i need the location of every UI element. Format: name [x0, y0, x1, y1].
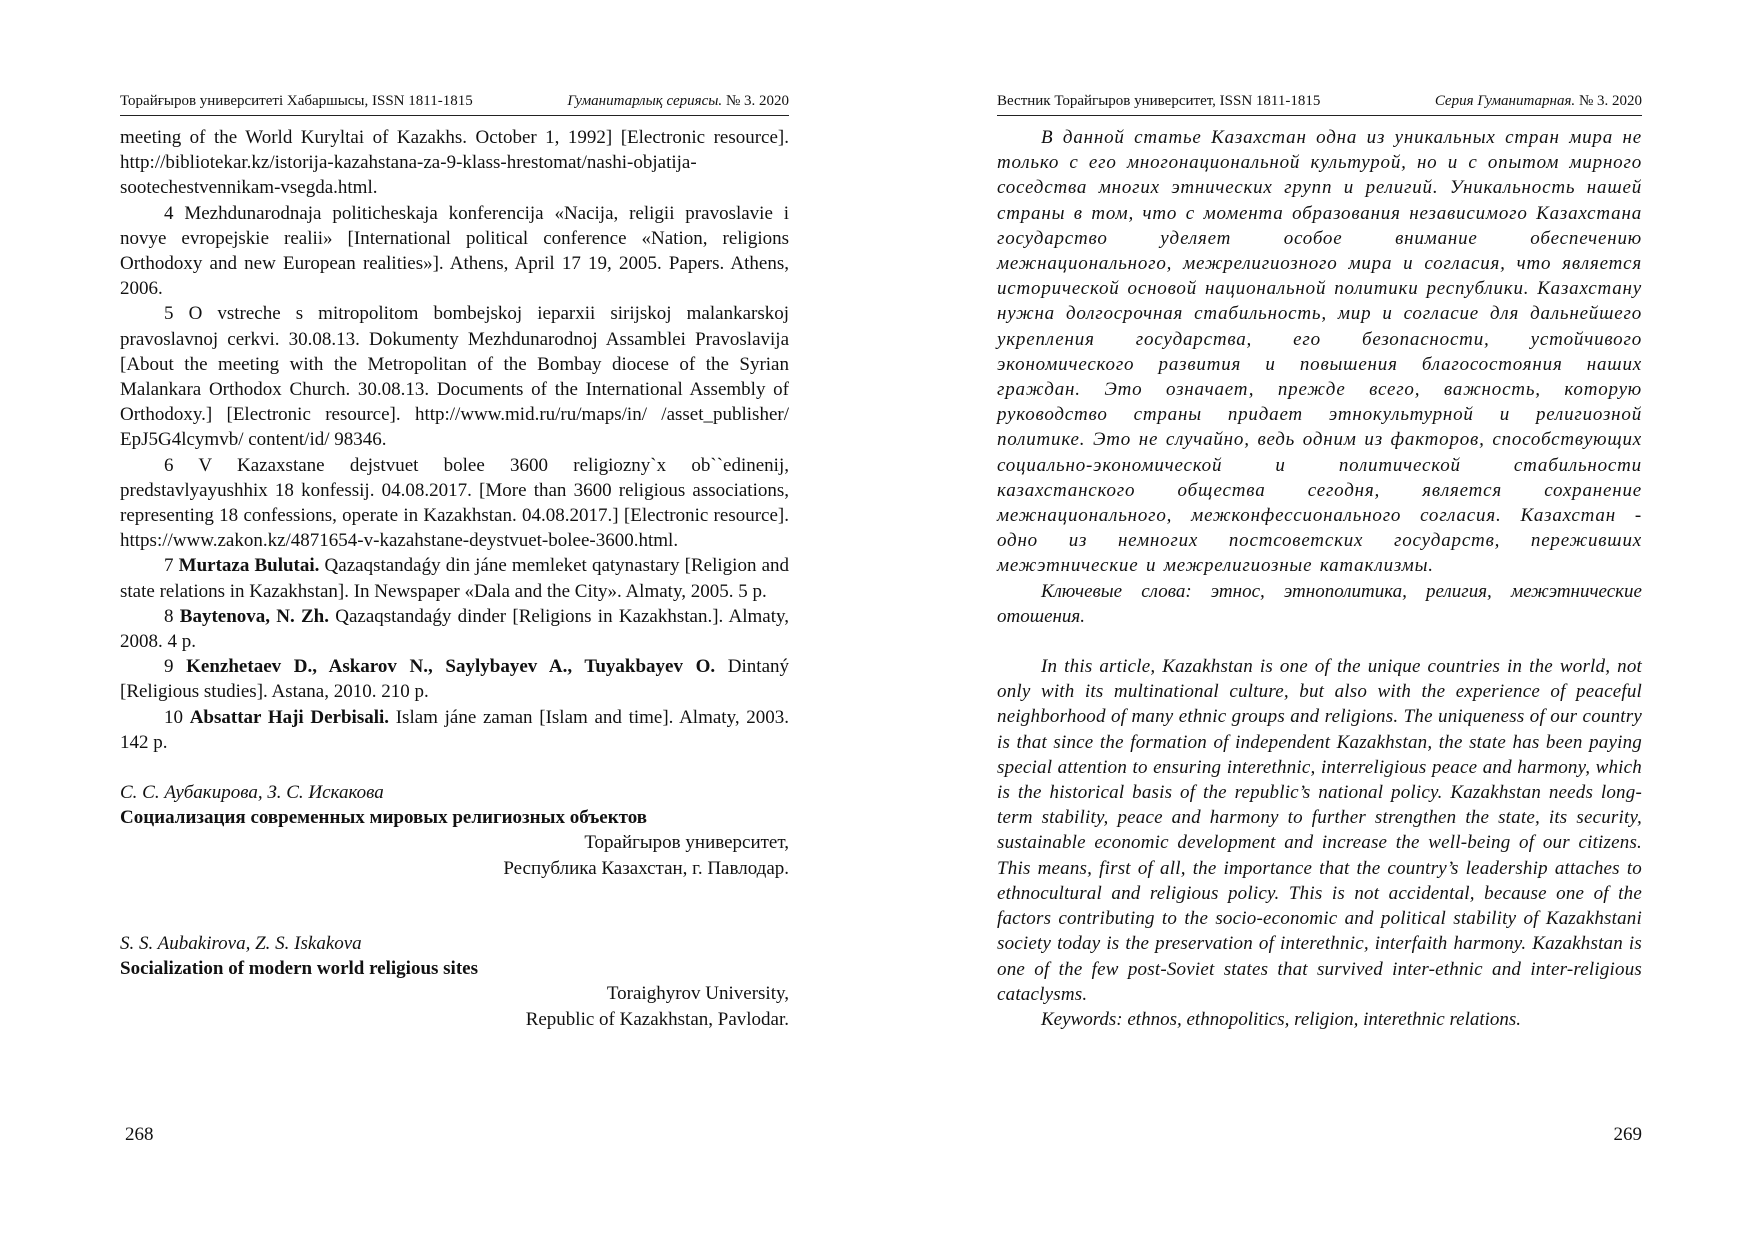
keywords-ru: Ключевые слова: этнос, этнополитика, религия, межэтнические отошения.: [997, 580, 1642, 627]
left-header-issue: № 3. 2020: [725, 93, 789, 109]
right-page-body: [997, 125, 1642, 1032]
reference-text: O vstreche s mitropolitom bombejskoj ieparxii sirijskoj malankarskoj pravoslavnoj cerkvi. 30.08.13. Dokumenty Mezhdunarodnoj Assamblei Pravoslavija [About the meeting with the Metropolitan of the Bombay diocese of the Syrian Malankara Orthodox Church. 30.08.13. Documents of the International Assembly of Orthodoxy.] [Electronic resource]. http://www.mid.ru/ru/maps/in/ /asset_publisher/ EpJ5G4lcymvb/ content/id/ 98346.: [120, 303, 790, 451]
reference-text: Mezhdunarodnaja politicheskaja konferencija «Nacija, religii pravoslavie i novye evropejskie realii» [International political conference «Nation, religions Orthodoxy and new European realities»]. Athens, April 17 19, 2005. Papers. Athens, 2006.: [120, 202, 789, 300]
en-article-title: Socialization of modern world religious sites: [120, 958, 478, 980]
spacer: [120, 881, 789, 931]
ru-affiliation-line-1: Торайгыров университет,: [584, 832, 789, 854]
reference-item: [120, 453, 789, 554]
reference-text: Dintaný [Religious studies]. Astana, 2010. 210 p.: [120, 656, 790, 703]
abstract-en: In this article, Kazakhstan is one of the unique countries in the world, not only with its multinational culture, but also with the experience of peaceful neighborhood of many ethnic groups and religions. The uniqueness of our country is that since the formation of independent Kazakhstan, the state has been paying special attention to ensuring interethnic, interreligious peace and harmony, which is the historical basis of the republic’s national policy. Kazakhstan needs long-term stability, peace and harmony to further strengthen the state, its security, sustainable economic development and increase the well-being of our citizens. This means, first of all, the importance that the country’s leadership attaches to ethnocultural and religious policy. This is not accidental, because one of the factors contributing to the socio-economic and political stability of Kazakhstani society today is the preservation of interethnic, interfaith harmony. Kazakhstan is one of the few post-Soviet states that survived inter-ethnic and inter-religious cataclysms.: [997, 656, 1642, 1005]
en-article-block: [120, 931, 789, 1032]
reference-author: Absattar Haji Derbisali.: [189, 706, 390, 728]
en-affiliation-line-1: Toraighyrov University,: [606, 983, 789, 1005]
right-header-journal: Вестник Торайгыров университет, ISSN 1811-1815: [997, 93, 1321, 109]
spacer: [997, 629, 1642, 654]
reference-author: Murtaza Bulutai.: [178, 555, 320, 577]
reference-item: [120, 301, 789, 452]
left-header-issue-info: [567, 93, 789, 110]
reference-number: 8: [164, 605, 174, 627]
reference-list: [120, 201, 789, 755]
reference-item: [120, 604, 789, 654]
reference-text: Islam jáne zaman [Islam and time]. Almaty, 2003. 142 p.: [120, 706, 790, 753]
reference-item: [120, 553, 789, 603]
reference-number: 6: [164, 454, 174, 476]
left-page-body: [120, 125, 789, 1032]
reference-text: V Kazaxstane dejstvuet bolee 3600 religiozny`x ob``edinenij, predstavlyayushhix 18 konfessij. 04.08.2017. [More than 3600 religious associations, representing 18 confessions, operate in Kazakhstan. 04.08.2017.] [Electronic resource]. https://www.zakon.kz/4871654-v-kazahstane-deystvuet-bolee-3600.html.: [120, 454, 789, 552]
reference-number: 9: [164, 656, 174, 678]
left-running-header: [120, 91, 789, 116]
page-number-right: 269: [1613, 1124, 1642, 1145]
reference-number: 4: [164, 202, 174, 224]
left-header-journal: Торайғыров университеті Хабаршысы, ISSN 1811-1815: [120, 93, 473, 109]
reference-author: Kenzhetaev D., Askarov N., Saylybayev A., Tuyakbayev O.: [186, 656, 716, 678]
ru-affiliation-line-2: Республика Казахстан, г. Павлодар.: [503, 857, 789, 879]
right-header-issue-info: [1435, 93, 1642, 110]
right-header-series: Серия Гуманитарная.: [1434, 93, 1576, 109]
en-authors: S. S. Aubakirova, Z. S. Iskakova: [120, 932, 362, 954]
reference-text: Qazaqstandaǵy din jáne memleket qatynastary [Religion and state relations in Kazakhstan]. In Newspaper «Dala and the City». Almaty, 2005. 5 p.: [120, 555, 790, 602]
right-header-issue: № 3. 2020: [1578, 93, 1642, 109]
reference-text: Qazaqstandaǵy dinder [Religions in Kazakhstan.]. Almaty, 2008. 4 p.: [120, 605, 790, 653]
reference-continuation: meeting of the World Kuryltai of Kazakhs. October 1, 1992] [Electronic resource]. http://bibliotekar.kz/istorija-kazahstana-za-9-klass-hrestomat/nashi-objatija-sootechestvennikam-vsegda.html.: [120, 127, 789, 199]
reference-item: [120, 705, 789, 755]
ru-article-title: Социализация современных мировых религиозных объектов: [120, 807, 648, 829]
ru-article-block: [120, 780, 789, 881]
reference-number: 5: [164, 303, 174, 325]
reference-author: Baytenova, N. Zh.: [179, 605, 329, 627]
reference-number: 10: [164, 706, 183, 728]
reference-number: 7: [164, 555, 174, 577]
spacer: [120, 755, 789, 780]
right-running-header: [997, 91, 1642, 116]
abstract-ru: В данной статье Казахстан одна из уникальных стран мира не только с его многонациональной культурой, но и с опытом мирного соседства многих этнических групп и религий. Уникальность нашей страны в том, что с момента образования независимого Казахстана государство уделяет особое внимание обеспечению межнационального, межрелигиозного мира и согласия, что является исторической основой национальной политики республики. Казахстану нужна долгосрочная стабильность, мир и согласие для дальнейшего укрепления государства, его безопасности, устойчивого экономического развития и повышения благосостояния наших граждан. Это означает, прежде всего, важность, которую руководство страны придает этнокультурной и религиозной политике. Это не случайно, ведь одним из факторов, способствующих социально-экономической и политической стабильности казахстанского общества сегодня, является сохранение межнационального, межконфессионального согласия. Казахстан - одно из немногих постсоветских государств, переживших межэтнические и межрелигиозные катаклизмы.: [997, 127, 1642, 577]
left-header-series: Гуманитарлық сериясы.: [567, 93, 723, 109]
ru-authors: С. С. Аубакирова, З. С. Искакова: [120, 782, 384, 804]
reference-item: [120, 201, 789, 302]
en-affiliation-line-2: Republic of Kazakhstan, Pavlodar.: [525, 1008, 789, 1030]
reference-item: [120, 654, 789, 704]
keywords-en: Keywords: ethnos, ethnopolitics, religion, interethnic relations.: [1041, 1008, 1522, 1030]
page-number-left: 268: [125, 1124, 154, 1145]
